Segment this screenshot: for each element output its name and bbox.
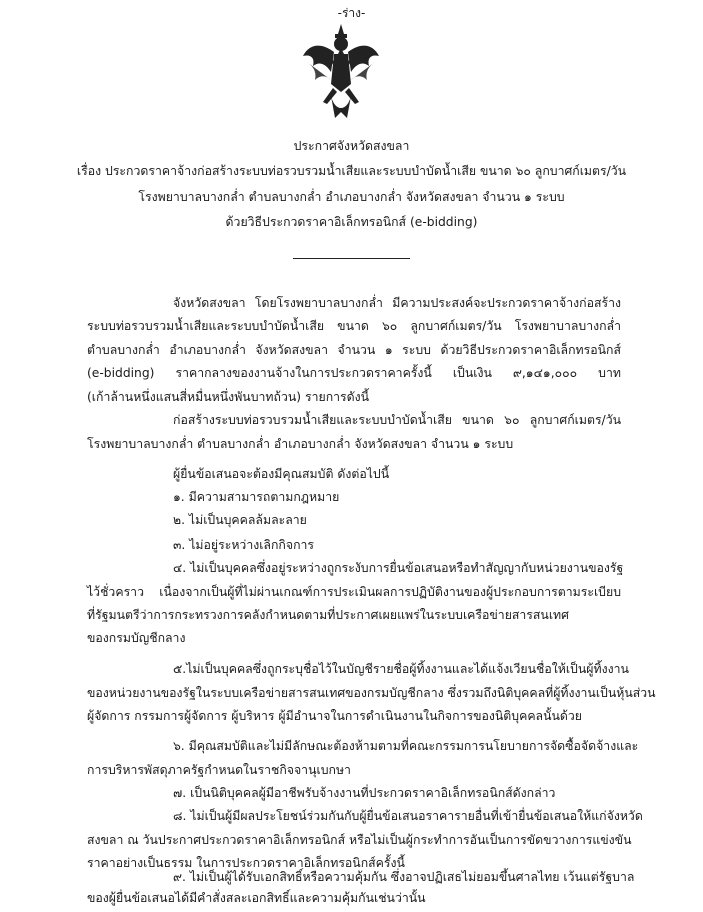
body-line: ของหน่วยงานของรัฐในระบบเครือข่ายสารสนเทศของกรมบัญชีกลาง ซึ่งรวมถึงนิติบุคคลที่ผู้ทิ้งงานเป็นหุ้นส่วน [87, 685, 656, 700]
qualification-item: ๒. ไม่เป็นบุคคลล้มละลาย [173, 513, 307, 528]
body-line: (e-bidding) ราคากลางของงานจ้างในการประกวดราคาครั้งนี้ เป็นเงิน ๙,๑๔๑,๐๐๐ บาท [87, 366, 621, 381]
qualification-item: ๘. ไม่เป็นผู้มีผลประโยชน์ร่วมกันกับผู้ยื่นข้อเสนอราคารายอื่นที่เข้ายื่นข้อเสนอให้แก่จังหวัด [173, 809, 643, 824]
body-line: ที่รัฐมนตรีว่าการกระทรวงการคลังกำหนดตามที่ประกาศเผยแพร่ในระบบเครือข่ายสารสนเทศ [87, 608, 569, 623]
divider [293, 258, 410, 259]
qualification-item: ๕.ไม่เป็นบุคคลซึ่งถูกระบุชื่อไว้ในบัญชีรายชื่อผู้ทิ้งงานและได้แจ้งเวียนชื่อให้เป็นผู้ทิ้งงาน [173, 662, 629, 677]
body-line: ระบบท่อรวบรวมน้ำเสียและระบบบำบัดน้ำเสีย ขนาด ๖๐ ลูกบาศก์เมตร/วัน โรงพยาบาลบางกล่ำ [87, 319, 621, 334]
subject-line-3: ด้วยวิธีประกวดราคาอิเล็กทรอนิกส์ (e-bidding) [225, 215, 478, 229]
body-line: ของกรมบัญชีกลาง [87, 631, 186, 646]
body-line: ตำบลบางกล่ำ อำเภอบางกล่ำ จังหวัดสงขลา จำนวน ๑ ระบบ ด้วยวิธีประกวดราคาอิเล็กทรอนิกส์ [87, 342, 621, 357]
body-line: สงขลา ณ วันประกาศประกวดราคาอิเล็กทรอนิกส์ หรือไม่เป็นผู้กระทำการอันเป็นการขัดขวางการแข่งขัน [87, 832, 632, 847]
body-line: ผู้จัดการ กรรมการผู้จัดการ ผู้บริหาร ผู้มีอำนาจในการดำเนินงานในกิจการของนิติบุคคลนั้นด้วย [87, 709, 582, 724]
body-line: ไว้ชั่วคราว เนื่องจากเป็นผู้ที่ไม่ผ่านเกณฑ์การประเมินผลการปฏิบัติงานของผู้ประกอบการตามระเบียบ [87, 584, 621, 599]
qualification-item: ๑. มีความสามารถตามกฎหมาย [173, 489, 340, 504]
subject-line-2: โรงพยาบาลบางกล่ำ ตำบลบางกล่ำ อำเภอบางกล่ำ จังหวัดสงขลา จำนวน ๑ ระบบ [138, 190, 565, 204]
body-line: จังหวัดสงขลา โดยโรงพยาบาลบางกล่ำ มีความประสงค์จะประกวดราคาจ้างก่อสร้าง [173, 296, 621, 310]
qualifications-heading: ผู้ยื่นข้อเสนอจะต้องมีคุณสมบัติ ดังต่อไปนี้ [173, 466, 390, 481]
body-line: ราคาอย่างเป็นธรรม ในการประกวดราคาอิเล็กทรอนิกส์ครั้งนี้ [87, 856, 405, 871]
announcement-title: ประกาศจังหวัดสงขลา [293, 139, 410, 153]
qualification-item: ๔. ไม่เป็นบุคคลซึ่งอยู่ระหว่างถูกระงับการยื่นข้อเสนอหรือทำสัญญากับหน่วยงานของรัฐ [173, 561, 624, 576]
body-line: (เก้าล้านหนึ่งแสนสี่หมื่นหนึ่งพันบาทถ้วน) รายการดังนี้ [87, 389, 370, 404]
qualification-item: ๓. ไม่อยู่ระหว่างเลิกกิจการ [173, 537, 315, 552]
body-line: การบริหารพัสดุภาครัฐกำหนดในราชกิจจานุเบกษา [87, 762, 351, 777]
qualification-item: ๗. เป็นนิติบุคคลผู้มีอาชีพรับจ้างงานที่ประกวดราคาอิเล็กทรอนิกส์ดังกล่าว [173, 786, 556, 801]
body-line: ของผู้ยื่นข้อเสนอได้มีคำสั่งสละเอกสิทธิ์และความคุ้มกันเช่นว่านั้น [87, 891, 426, 905]
body-line: โรงพยาบาลบางกล่ำ ตำบลบางกล่ำ อำเภอบางกล่ำ จังหวัดสงขลา จำนวน ๑ ระบบ [87, 436, 514, 451]
draft-label: -ร่าง- [337, 6, 366, 20]
subject-line-1: เรื่อง ประกวดราคาจ้างก่อสร้างระบบท่อรวบรวมน้ำเสียและระบบบำบัดน้ำเสีย ขนาด ๖๐ ลูกบาศก์เมตร/วัน [76, 164, 627, 178]
garuda-emblem-icon [301, 22, 381, 122]
body-line: ก่อสร้างระบบท่อรวบรวมน้ำเสียและระบบบำบัดน้ำเสีย ขนาด ๖๐ ลูกบาศก์เมตร/วัน [173, 413, 621, 428]
qualification-item: ๙. ไม่เป็นผู้ได้รับเอกสิทธิ์หรือความคุ้มกัน ซึ่งอาจปฏิเสธไม่ยอมขึ้นศาลไทย เว้นแต่รัฐบาล [173, 870, 635, 885]
qualification-item: ๖. มีคุณสมบัติและไม่มีลักษณะต้องห้ามตามที่คณะกรรมการนโยบายการจัดซื้อจัดจ้างและ [173, 739, 639, 754]
